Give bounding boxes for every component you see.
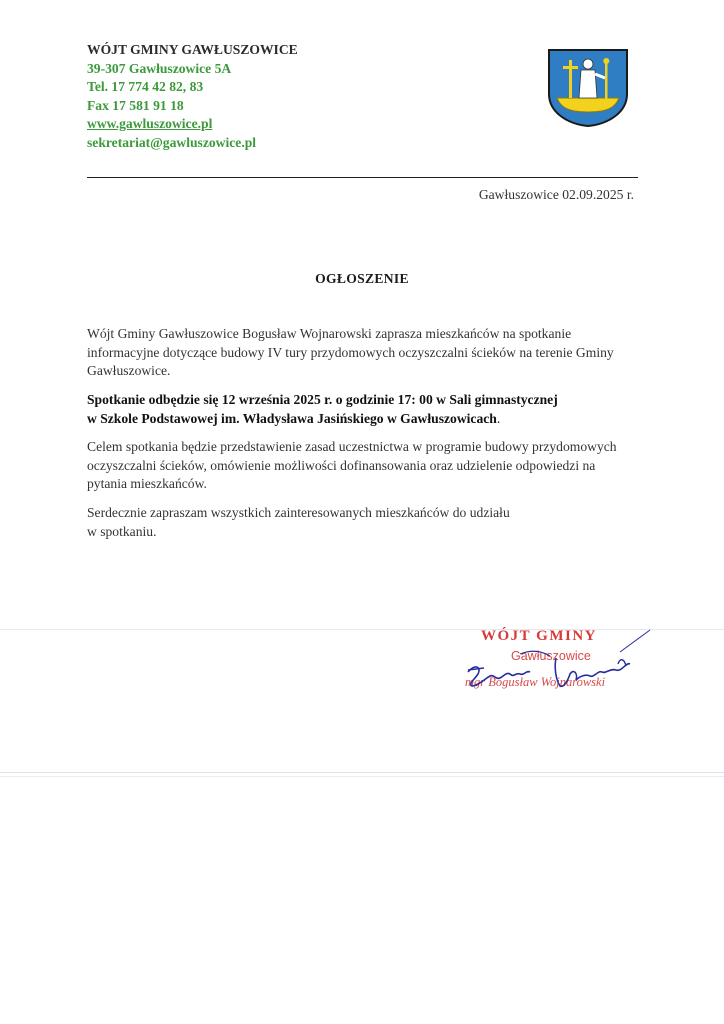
body-paragraph-invitation (87, 504, 627, 541)
website-link[interactable]: www.gawluszowice.pl (87, 116, 213, 131)
office-address: 39-307 Gawłuszowice 5A (87, 60, 232, 76)
stamp-title: WÓJT GMINY (481, 628, 597, 644)
office-title: WÓJT GMINY GAWŁUSZOWICE (87, 42, 298, 57)
stamp-subtitle: Gawłuszowice (511, 649, 591, 663)
body-paragraph-intro: Wójt Gminy Gawłuszowice Bogusław Wojnarowski zaprasza mieszkańców na spotkanie informacyjne dotyczące budowy IV tury przydomowych oczyszczalni ścieków na terenie Gminy Gawłuszowice. (87, 326, 614, 378)
letterhead (87, 41, 387, 152)
stamp-name: mgr Bogusław Wojnarowski (465, 675, 606, 689)
meeting-period: . (496, 410, 501, 426)
office-fax: Fax 17 581 91 18 (87, 97, 184, 113)
document-date: Gawłuszowice 02.09.2025 r. (478, 187, 634, 202)
document-heading: OGŁOSZENIE (315, 271, 409, 286)
coat-of-arms-icon (547, 48, 629, 128)
header-divider (87, 177, 638, 178)
office-phone: Tel. 17 774 42 82, 83 (87, 79, 204, 94)
invitation-line-2: w spotkaniu. (87, 523, 157, 539)
handwritten-signature (460, 628, 660, 708)
email-address[interactable]: sekretariat@gawluszowice.pl (87, 134, 257, 150)
body-paragraph-meeting (87, 391, 627, 428)
invitation-line-1: Serdecznie zapraszam wszystkich zainteresowanych mieszkańców do udziału (87, 505, 510, 520)
scan-line (0, 776, 724, 777)
body-paragraph-purpose: Celem spotkania będzie przedstawienie zasad uczestnictwa w programie budowy przydomowych oczyszczalni ścieków, omówienie możliwości dofinansowania oraz udzielenie odpowiedzi na pytania mieszkańców. (87, 439, 617, 491)
meeting-line-1: Spotkanie odbędzie się 12 września 2025 r. o godzinie 17: 00 w Sali gimnastycznej (87, 392, 558, 407)
meeting-line-2: w Szkole Podstawowej im. Władysława Jasińskiego w Gawłuszowicach (87, 410, 497, 426)
scan-line (0, 772, 724, 773)
